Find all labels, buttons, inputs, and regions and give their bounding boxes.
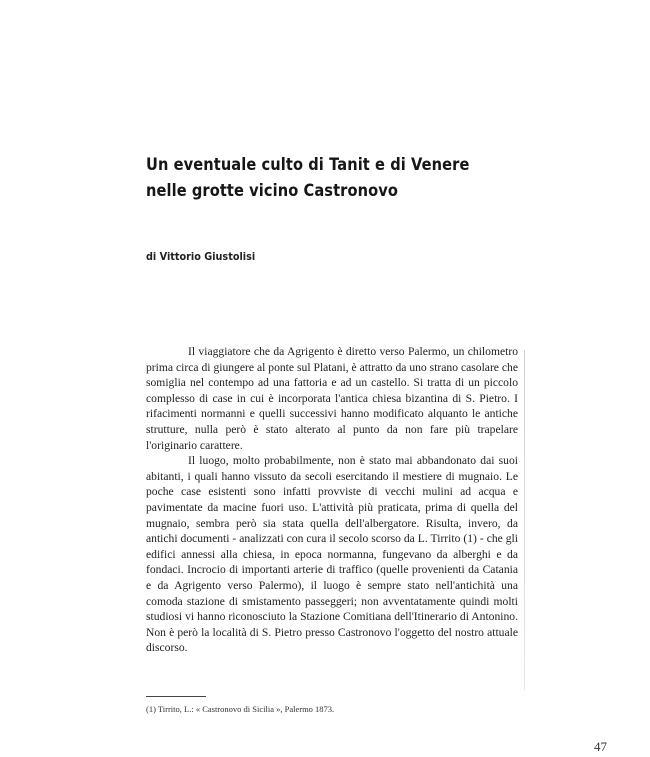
column-margin-line [524, 350, 525, 690]
footnote-separator [146, 696, 206, 697]
footnote: (1) Tirrito, L.: « Castronovo di Sicilia », Palermo 1873. [146, 704, 335, 714]
title-line-2: nelle grotte vicino Castronovo [146, 181, 398, 201]
article-title [146, 152, 507, 204]
title-line-1: Un eventuale culto di Tanit e di Venere [146, 155, 470, 175]
author-byline: di Vittorio Giustolisi [146, 250, 256, 263]
page-number: 47 [594, 739, 607, 754]
article-body [146, 344, 518, 656]
body-paragraph-1: Il viaggiatore che da Agrigento è diretto verso Palermo, un chilometro prima circa di giungere al ponte sul Platani, è attratto da uno strano casolare che somiglia nel contempo ad una fattoria e ad un castello. Si tratta di un piccolo complesso di case in cui è incorporata l'antica chiesa bizantina di S. Pietro. I rifacimenti normanni e quelli successivi hanno modificato alquanto le antiche strutture, nulla però è stato alterato al punto da non fare più trapelare l'originario carattere. [146, 345, 518, 452]
body-paragraph-2: Il luogo, molto probabilmente, non è stato mai abbandonato dai suoi abitanti, i quali hanno vissuto da secoli esercitando il mestiere di mugnaio. Le poche case esistenti sono infatti provviste di vecchi mulini ad acqua e pavimentate da macine fuori uso. L'attività più praticata, prima di quella del mugnaio, sembra però sia stata quella dell'albergatore. Risulta, invero, da antichi documenti - analizzati con cura il secolo scorso da L. Tirrito (1) - che gli edifici annessi alla chiesa, in epoca normanna, fungevano da alberghi e da fondaci. Incrocio di importanti arterie di traffico (quelle provenienti da Catania e da Agrigento verso Palermo), il luogo è sempre stato nell'antichità una comoda stazione di smistamento passeggeri; non avventatamente quindi molti studiosi vi hanno riconosciuto la Stazione Comitiana dell'Itinerario di Antonino. Non è però la località di S. Pietro presso Castronovo l'oggetto del nostro attuale discorso. [146, 454, 518, 655]
